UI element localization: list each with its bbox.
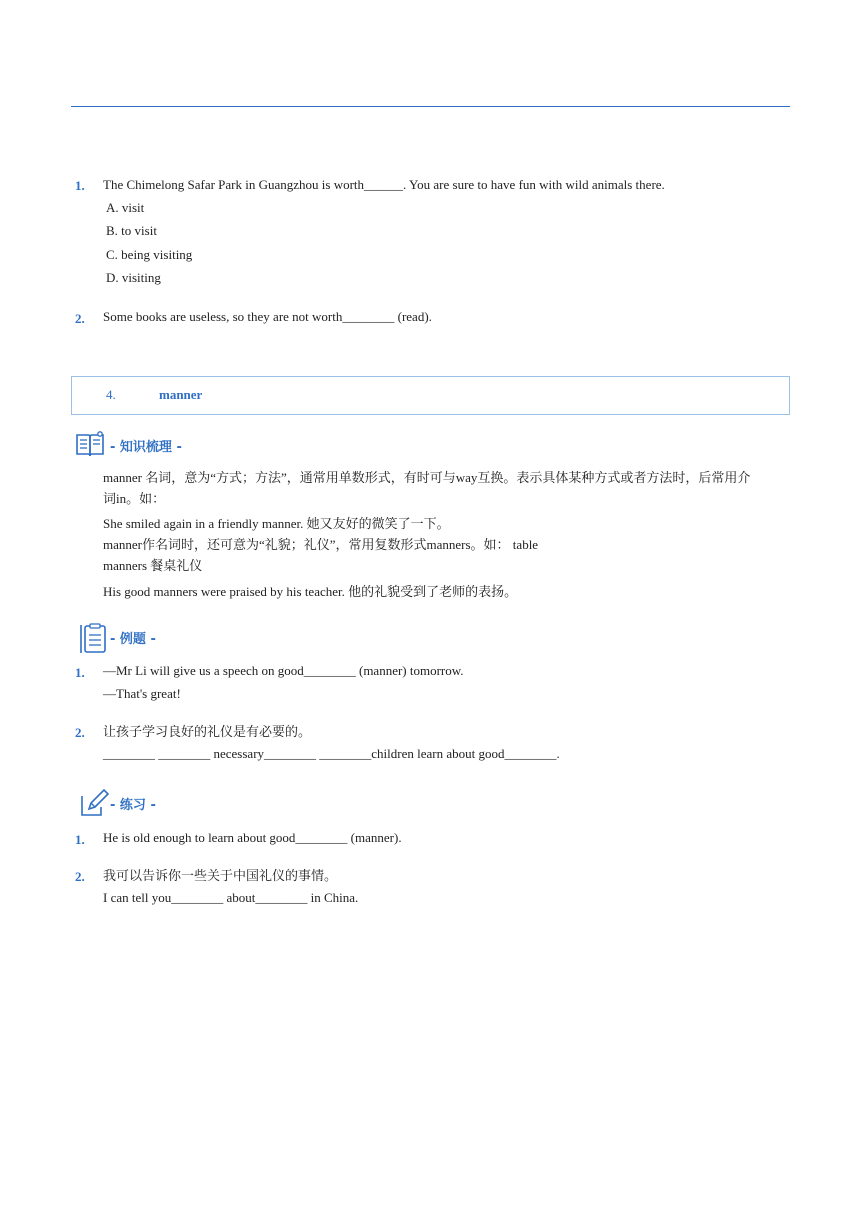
section-title-knowledge: - 知识梳理 - — [110, 440, 182, 455]
example-line: 让孩子学习良好的礼仪是有必要的。 — [103, 725, 312, 740]
practice-line: He is old enough to learn about good________ (manner). — [103, 830, 402, 845]
knowledge-text: manner作名词时，还可意为“礼貌；礼仪”，常用复数形式manners。如： table — [103, 537, 539, 552]
example-line: —That's great! — [103, 686, 181, 701]
vocab-item-number: 4. — [106, 387, 116, 402]
knowledge-text: She smiled again in a friendly manner. 她又友好的微笑了一下。 — [103, 516, 450, 531]
knowledge-example — [103, 581, 517, 603]
knowledge-text: 词in。如： — [103, 491, 166, 506]
question-number: 2. — [75, 725, 85, 740]
option-d[interactable]: D. visiting — [106, 270, 161, 285]
example-line: —Mr Li will give us a speech on good________ (manner) tomorrow. — [103, 663, 464, 678]
question-number: 1. — [75, 665, 85, 680]
clipboard-icon — [79, 623, 107, 655]
option-a[interactable]: A. visit — [106, 200, 145, 215]
practice-line: I can tell you________ about________ in China. — [103, 890, 359, 905]
knowledge-example — [103, 513, 450, 535]
question-stem: The Chimelong Safar Park in Guangzhou is worth______. You are sure to have fun with wild animals there. — [103, 177, 665, 192]
book-icon — [75, 430, 105, 460]
vocab-item-word: manner — [159, 387, 203, 402]
option-c[interactable]: C. being visiting — [106, 247, 193, 262]
knowledge-text: manners 餐桌礼仪 — [103, 558, 203, 573]
section-title-practice: - 练习 - — [110, 798, 156, 813]
pencil-icon — [79, 788, 109, 818]
knowledge-line — [103, 467, 750, 489]
header-rule — [71, 106, 790, 107]
practice-line: 我可以告诉你一些关于中国礼仪的事情。 — [103, 869, 338, 884]
question-number: 2. — [75, 311, 85, 326]
option-b[interactable]: B. to visit — [106, 223, 157, 238]
knowledge-line — [103, 488, 165, 510]
example-line: ________ ________ necessary________ ________children learn about good________. — [103, 746, 560, 761]
knowledge-text: manner 名词，意为“方式；方法”，通常用单数形式，有时可与way互换。表示具体某种方式或者方法时，后常用介 — [103, 470, 751, 485]
question-stem: Some books are useless, so they are not worth________ (read). — [103, 309, 432, 324]
section-title-examples: - 例题 - — [110, 632, 156, 647]
question-number: 1. — [75, 832, 85, 847]
knowledge-line — [103, 534, 538, 556]
knowledge-line — [103, 555, 202, 577]
question-number: 1. — [75, 178, 85, 193]
question-number: 2. — [75, 869, 85, 884]
knowledge-text: His good manners were praised by his teacher. 他的礼貌受到了老师的表扬。 — [103, 584, 518, 599]
